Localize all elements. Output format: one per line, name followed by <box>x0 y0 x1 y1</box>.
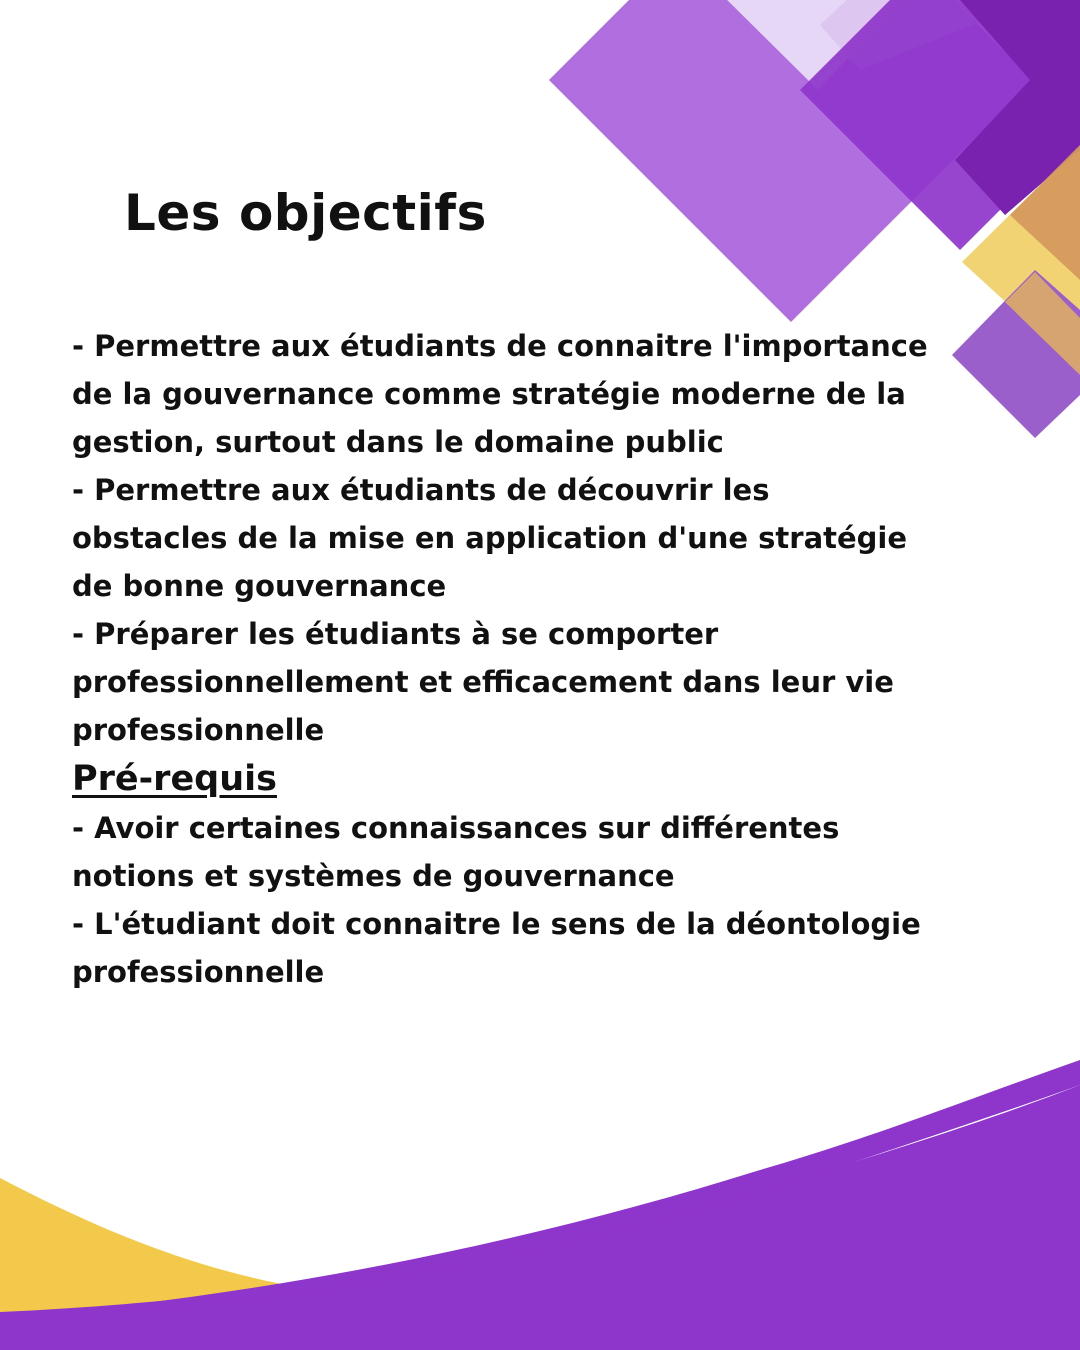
prerequisite-item: - Avoir certaines connaissances sur différentes notions et systèmes de gouvernance <box>72 811 840 893</box>
prerequisite-item: - L'étudiant doit connaitre le sens de la déontologie professionnelle <box>72 907 921 989</box>
objective-item: - Permettre aux étudiants de découvrir les obstacles de la mise en application d'une stratégie de bonne gouvernance <box>72 473 908 603</box>
page-title: Les objectifs <box>124 184 487 242</box>
content-body <box>72 322 932 996</box>
objective-item: - Permettre aux étudiants de connaitre l'importance de la gouvernance comme stratégie moderne de la gestion, surtout dans le domaine public <box>72 329 928 459</box>
prerequisites-heading: Pré-requis <box>72 759 277 799</box>
objective-item: - Préparer les étudiants à se comporter professionnellement et efficacement dans leur vie professionnelle <box>72 617 894 747</box>
